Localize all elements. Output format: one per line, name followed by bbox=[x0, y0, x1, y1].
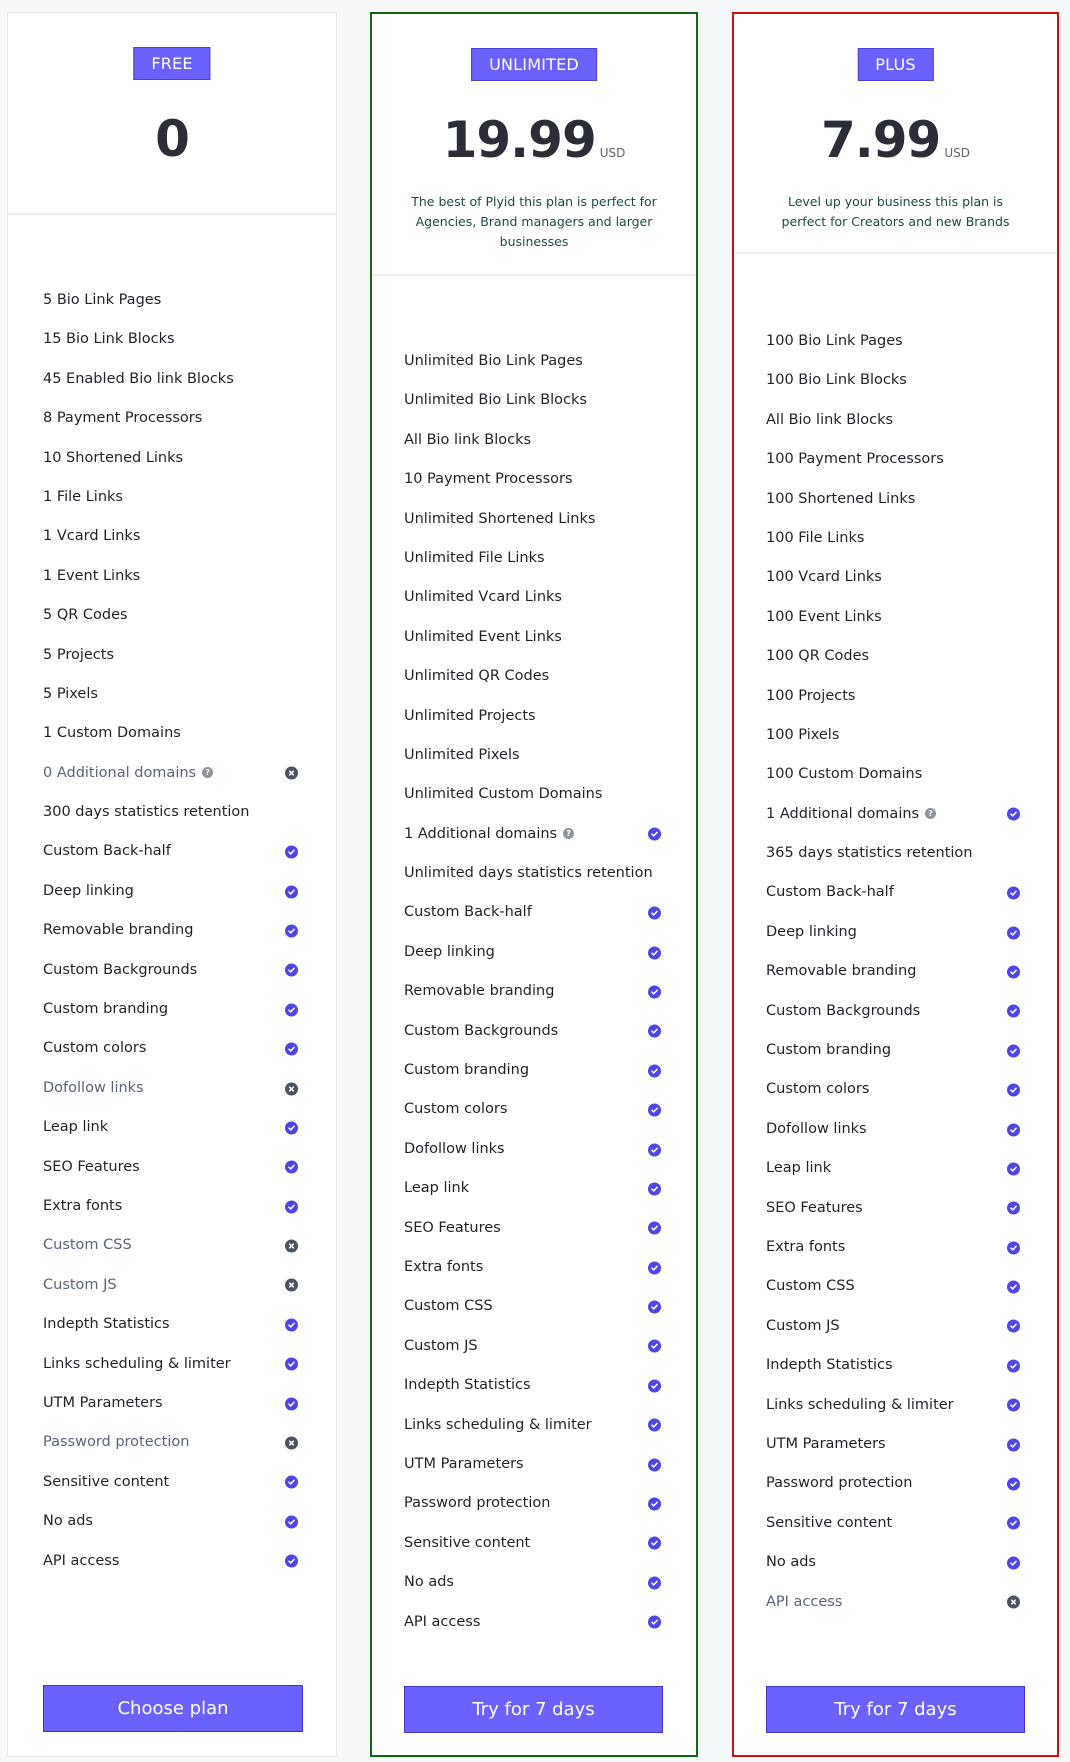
feature-label: Leap link bbox=[766, 1160, 832, 1177]
check-circle-icon bbox=[648, 1104, 661, 1117]
feature-label: Unlimited Bio Link Blocks bbox=[404, 392, 587, 409]
feature-item bbox=[734, 1149, 1057, 1188]
feature-label: UTM Parameters bbox=[43, 1394, 163, 1411]
feature-label: API access bbox=[404, 1613, 481, 1630]
feature-label: Custom JS bbox=[404, 1337, 478, 1354]
feature-label: Indepth Statistics bbox=[404, 1377, 531, 1394]
feature-item bbox=[734, 1346, 1057, 1385]
feature-label: Custom Backgrounds bbox=[766, 1002, 921, 1019]
feature-item bbox=[734, 992, 1057, 1031]
plan-currency: USD bbox=[599, 146, 626, 160]
feature-item bbox=[372, 1445, 696, 1484]
feature-item bbox=[734, 598, 1057, 637]
feature-label: Unlimited Custom Domains bbox=[404, 786, 603, 803]
check-circle-icon bbox=[1007, 1162, 1020, 1175]
check-circle-icon bbox=[285, 1161, 298, 1174]
feature-label: Custom Back-half bbox=[43, 843, 171, 860]
feature-label: Custom branding bbox=[43, 1001, 169, 1018]
feature-item bbox=[734, 677, 1057, 716]
feature-label: Password protection bbox=[404, 1495, 551, 1512]
check-circle-icon bbox=[285, 924, 298, 937]
feature-label: Leap link bbox=[404, 1180, 470, 1197]
check-circle-icon bbox=[1007, 887, 1020, 900]
feature-label: Indepth Statistics bbox=[766, 1357, 893, 1374]
check-circle-icon bbox=[648, 1498, 661, 1511]
feature-item bbox=[372, 342, 696, 381]
price-row bbox=[372, 110, 696, 170]
check-circle-icon bbox=[648, 1616, 661, 1629]
check-circle-icon bbox=[285, 885, 298, 898]
feature-item bbox=[734, 558, 1057, 597]
feature-label: Custom JS bbox=[766, 1317, 840, 1334]
try-for-7-days-button[interactable]: Try for 7 days bbox=[404, 1686, 663, 1733]
feature-item bbox=[372, 1051, 696, 1090]
feature-label: Links scheduling & limiter bbox=[766, 1396, 954, 1413]
feature-item bbox=[372, 1090, 696, 1129]
feature-label: 1 Custom Domains bbox=[43, 725, 181, 742]
feature-label: Dofollow links bbox=[766, 1120, 867, 1137]
feature-label: Unlimited Event Links bbox=[404, 628, 562, 645]
feature-label: 1 File Links bbox=[43, 488, 123, 505]
feature-label: 300 days statistics retention bbox=[43, 804, 250, 821]
feature-item bbox=[734, 1425, 1057, 1464]
feature-item bbox=[8, 1148, 336, 1187]
feature-item bbox=[372, 815, 696, 854]
feature-item bbox=[372, 1603, 696, 1642]
feature-item bbox=[8, 714, 336, 753]
plan-description: The best of Plyid this plan is perfect for Agencies, Brand managers and larger businesses bbox=[411, 194, 657, 249]
feature-label: Unlimited Vcard Links bbox=[404, 589, 562, 606]
feature-item bbox=[372, 1012, 696, 1051]
feature-item bbox=[8, 951, 336, 990]
feature-item bbox=[734, 873, 1057, 912]
feature-label: Unlimited Bio Link Pages bbox=[404, 353, 583, 369]
feature-item bbox=[8, 517, 336, 556]
feature-item bbox=[734, 519, 1057, 558]
feature-item bbox=[8, 990, 336, 1029]
feature-item bbox=[372, 1484, 696, 1523]
feature-label: 365 days statistics retention bbox=[766, 845, 973, 862]
feature-item bbox=[734, 834, 1057, 873]
feature-item bbox=[8, 675, 336, 714]
feature-item bbox=[734, 913, 1057, 952]
check-circle-icon bbox=[285, 846, 298, 859]
feature-item bbox=[8, 1542, 336, 1581]
feature-item bbox=[372, 893, 696, 932]
check-circle-icon bbox=[648, 1340, 661, 1353]
check-circle-icon bbox=[1007, 1123, 1020, 1136]
feature-label: 100 Shortened Links bbox=[766, 490, 916, 507]
feature-item bbox=[734, 361, 1057, 400]
feature-label: 8 Payment Processors bbox=[43, 410, 203, 427]
feature-item bbox=[372, 1406, 696, 1445]
feature-label: API access bbox=[766, 1593, 843, 1610]
feature-item bbox=[8, 439, 336, 478]
check-circle-icon bbox=[648, 985, 661, 998]
try-for-7-days-button[interactable]: Try for 7 days bbox=[766, 1686, 1025, 1733]
feature-item bbox=[8, 478, 336, 517]
feature-item bbox=[8, 636, 336, 675]
feature-label: Deep linking bbox=[766, 923, 857, 940]
feature-label: Password protection bbox=[766, 1475, 913, 1492]
feature-item bbox=[372, 697, 696, 736]
check-circle-icon bbox=[1007, 1241, 1020, 1254]
feature-item bbox=[734, 1267, 1057, 1306]
plan-card-unlimited bbox=[370, 12, 698, 1757]
feature-item bbox=[8, 1345, 336, 1384]
feature-label: UTM Parameters bbox=[766, 1435, 886, 1452]
feature-label: No ads bbox=[404, 1574, 454, 1591]
feature-label: Sensitive content bbox=[404, 1534, 531, 1551]
feature-item bbox=[8, 793, 336, 832]
feature-label: Sensitive content bbox=[43, 1473, 170, 1490]
feature-item bbox=[372, 1248, 696, 1287]
feature-item bbox=[8, 1266, 336, 1305]
feature-item bbox=[372, 1366, 696, 1405]
feature-item bbox=[8, 360, 336, 399]
check-circle-icon bbox=[648, 1576, 661, 1589]
feature-label: Custom CSS bbox=[404, 1298, 493, 1315]
feature-label: All Bio link Blocks bbox=[404, 431, 532, 448]
feature-item bbox=[734, 1228, 1057, 1267]
feature-item bbox=[734, 1189, 1057, 1228]
feature-label: Unlimited File Links bbox=[404, 549, 545, 566]
check-circle-icon bbox=[648, 946, 661, 959]
check-circle-icon bbox=[285, 1476, 298, 1489]
feature-item bbox=[372, 1524, 696, 1563]
feature-label: 100 Pixels bbox=[766, 726, 840, 743]
x-circle-icon bbox=[285, 767, 298, 780]
feature-label: Dofollow links bbox=[404, 1140, 505, 1157]
feature-label: 100 Projects bbox=[766, 687, 856, 704]
feature-item bbox=[8, 911, 336, 950]
feature-label: SEO Features bbox=[404, 1219, 501, 1236]
feature-item bbox=[372, 775, 696, 814]
feature-item bbox=[734, 1070, 1057, 1109]
check-circle-icon bbox=[1007, 808, 1020, 821]
feature-item bbox=[8, 1108, 336, 1147]
feature-label: Custom Backgrounds bbox=[43, 961, 198, 978]
feature-label: 1 Event Links bbox=[43, 567, 141, 584]
feature-item bbox=[734, 1504, 1057, 1543]
feature-item bbox=[372, 972, 696, 1011]
feature-item bbox=[372, 1130, 696, 1169]
feature-label: All Bio link Blocks bbox=[766, 411, 894, 428]
check-circle-icon bbox=[648, 1261, 661, 1274]
feature-label: SEO Features bbox=[766, 1199, 863, 1216]
check-circle-icon bbox=[285, 1397, 298, 1410]
help-icon[interactable]: ? bbox=[202, 767, 213, 778]
check-circle-icon bbox=[285, 1318, 298, 1331]
feature-item bbox=[8, 754, 336, 793]
feature-label: Custom colors bbox=[404, 1101, 508, 1118]
feature-item bbox=[372, 736, 696, 775]
feature-item bbox=[734, 1307, 1057, 1346]
feature-label: 100 Bio Link Pages bbox=[766, 333, 903, 349]
x-circle-icon bbox=[285, 1437, 298, 1450]
feature-item bbox=[8, 1502, 336, 1541]
feature-label: Custom CSS bbox=[766, 1278, 855, 1295]
feature-label: 100 Bio Link Blocks bbox=[766, 372, 907, 389]
feature-label: Password protection bbox=[43, 1434, 190, 1451]
feature-item bbox=[372, 539, 696, 578]
feature-item bbox=[734, 1110, 1057, 1149]
plan-badge: PLUS bbox=[857, 48, 933, 81]
plan-header bbox=[372, 14, 696, 276]
plan-card-free bbox=[7, 12, 337, 1757]
feature-label: API access bbox=[43, 1552, 120, 1569]
feature-label: Unlimited Projects bbox=[404, 707, 536, 724]
feature-label: Deep linking bbox=[404, 943, 495, 960]
feature-label: Deep linking bbox=[43, 882, 134, 899]
x-circle-icon bbox=[285, 1279, 298, 1292]
check-circle-icon bbox=[648, 1222, 661, 1235]
check-circle-icon bbox=[285, 1003, 298, 1016]
feature-item bbox=[8, 1226, 336, 1265]
feature-item bbox=[8, 1069, 336, 1108]
feature-label: 100 Payment Processors bbox=[766, 451, 944, 468]
feature-item bbox=[372, 460, 696, 499]
feature-label: SEO Features bbox=[43, 1158, 140, 1175]
feature-label: Indepth Statistics bbox=[43, 1316, 170, 1333]
feature-item bbox=[8, 557, 336, 596]
feature-label: 5 Pixels bbox=[43, 685, 98, 702]
feature-label: 10 Payment Processors bbox=[404, 471, 573, 488]
feature-item bbox=[8, 1029, 336, 1068]
feature-item bbox=[372, 933, 696, 972]
feature-label: No ads bbox=[43, 1513, 93, 1530]
feature-label: Custom CSS bbox=[43, 1237, 132, 1254]
feature-item bbox=[8, 399, 336, 438]
check-circle-icon bbox=[648, 1379, 661, 1392]
feature-label: Dofollow links bbox=[43, 1079, 144, 1096]
feature-item bbox=[372, 1563, 696, 1602]
check-circle-icon bbox=[285, 1555, 298, 1568]
feature-item bbox=[8, 281, 336, 320]
plan-header bbox=[734, 14, 1057, 254]
feature-label: 5 Projects bbox=[43, 646, 114, 663]
plan-card-plus bbox=[732, 12, 1059, 1757]
feature-item bbox=[734, 1583, 1057, 1622]
check-circle-icon bbox=[1007, 965, 1020, 978]
feature-item bbox=[734, 1543, 1057, 1582]
feature-label: Removable branding bbox=[404, 983, 555, 1000]
feature-label: Unlimited Shortened Links bbox=[404, 510, 596, 527]
feature-item bbox=[372, 854, 696, 893]
help-icon[interactable]: ? bbox=[563, 828, 574, 839]
feature-item bbox=[372, 657, 696, 696]
check-circle-icon bbox=[648, 1182, 661, 1195]
feature-item bbox=[8, 872, 336, 911]
check-circle-icon bbox=[648, 1143, 661, 1156]
check-circle-icon bbox=[648, 828, 661, 841]
check-circle-icon bbox=[1007, 1044, 1020, 1057]
feature-list bbox=[8, 281, 336, 1581]
feature-label: Custom JS bbox=[43, 1276, 117, 1293]
feature-label: No ads bbox=[766, 1554, 816, 1571]
check-circle-icon bbox=[648, 1458, 661, 1471]
feature-item bbox=[372, 1287, 696, 1326]
check-circle-icon bbox=[648, 1537, 661, 1550]
feature-label: 10 Shortened Links bbox=[43, 449, 184, 466]
price-row bbox=[8, 109, 336, 169]
help-icon[interactable]: ? bbox=[925, 808, 936, 819]
feature-item bbox=[8, 1305, 336, 1344]
feature-item bbox=[8, 320, 336, 359]
check-circle-icon bbox=[1007, 1202, 1020, 1215]
check-circle-icon bbox=[1007, 1281, 1020, 1294]
feature-label: 100 Event Links bbox=[766, 608, 882, 625]
feature-item bbox=[8, 1463, 336, 1502]
feature-label: Sensitive content bbox=[766, 1514, 893, 1531]
check-circle-icon bbox=[285, 1200, 298, 1213]
feature-item bbox=[372, 1327, 696, 1366]
check-circle-icon bbox=[1007, 1320, 1020, 1333]
feature-label: 1 Vcard Links bbox=[43, 528, 141, 545]
feature-label: Links scheduling & limiter bbox=[43, 1355, 231, 1372]
choose-plan-button[interactable]: Choose plan bbox=[43, 1685, 303, 1732]
feature-item bbox=[372, 1169, 696, 1208]
feature-label: 5 QR Codes bbox=[43, 607, 128, 624]
feature-item bbox=[8, 832, 336, 871]
feature-label: Custom branding bbox=[404, 1062, 530, 1079]
plan-description: Level up your business this plan is perfect for Creators and new Brands bbox=[781, 194, 1010, 229]
check-circle-icon bbox=[1007, 1478, 1020, 1491]
x-circle-icon bbox=[285, 1240, 298, 1253]
check-circle-icon bbox=[1007, 1084, 1020, 1097]
feature-label: Extra fonts bbox=[766, 1238, 846, 1255]
feature-label: 1 Additional domains bbox=[404, 825, 558, 842]
plan-currency: USD bbox=[944, 146, 970, 160]
feature-item bbox=[372, 500, 696, 539]
check-circle-icon bbox=[1007, 1438, 1020, 1451]
check-circle-icon bbox=[648, 1064, 661, 1077]
feature-label: Unlimited days statistics retention bbox=[404, 865, 653, 882]
feature-item bbox=[734, 795, 1057, 834]
feature-item bbox=[734, 755, 1057, 794]
plan-price: 0 bbox=[155, 110, 189, 168]
feature-item bbox=[734, 440, 1057, 479]
feature-label: 100 File Links bbox=[766, 529, 865, 546]
check-circle-icon bbox=[648, 907, 661, 920]
check-circle-icon bbox=[285, 964, 298, 977]
check-circle-icon bbox=[285, 1358, 298, 1371]
feature-item bbox=[734, 1464, 1057, 1503]
feature-item bbox=[734, 401, 1057, 440]
feature-label: 100 Vcard Links bbox=[766, 569, 882, 586]
check-circle-icon bbox=[285, 1121, 298, 1134]
check-circle-icon bbox=[1007, 1005, 1020, 1018]
feature-item bbox=[734, 1031, 1057, 1070]
feature-label: Leap link bbox=[43, 1119, 109, 1136]
plan-badge: FREE bbox=[133, 47, 210, 80]
check-circle-icon bbox=[648, 1301, 661, 1314]
check-circle-icon bbox=[285, 1043, 298, 1056]
feature-label: Custom Back-half bbox=[766, 884, 894, 901]
feature-item bbox=[734, 716, 1057, 755]
feature-label: Unlimited Pixels bbox=[404, 746, 520, 763]
plan-price: 19.99 bbox=[442, 111, 596, 169]
plan-badge: UNLIMITED bbox=[471, 48, 597, 81]
feature-label: Extra fonts bbox=[404, 1258, 484, 1275]
feature-label: 15 Bio Link Blocks bbox=[43, 331, 175, 348]
feature-label: 5 Bio Link Pages bbox=[43, 292, 162, 308]
feature-label: Removable branding bbox=[766, 963, 917, 980]
feature-item bbox=[372, 618, 696, 657]
feature-label: Links scheduling & limiter bbox=[404, 1416, 592, 1433]
feature-item bbox=[8, 596, 336, 635]
check-circle-icon bbox=[648, 1025, 661, 1038]
feature-label: 0 Additional domains bbox=[43, 764, 197, 781]
feature-item bbox=[8, 1423, 336, 1462]
feature-list bbox=[734, 322, 1057, 1622]
feature-item bbox=[734, 480, 1057, 519]
feature-label: Custom Back-half bbox=[404, 904, 532, 921]
check-circle-icon bbox=[285, 1515, 298, 1528]
feature-item bbox=[372, 421, 696, 460]
check-circle-icon bbox=[1007, 926, 1020, 939]
feature-item bbox=[372, 381, 696, 420]
feature-label: 1 Additional domains bbox=[766, 805, 920, 822]
feature-item bbox=[8, 1187, 336, 1226]
feature-item bbox=[8, 1384, 336, 1423]
feature-list bbox=[372, 342, 696, 1642]
feature-item bbox=[734, 952, 1057, 991]
price-row bbox=[734, 110, 1057, 170]
check-circle-icon bbox=[1007, 1359, 1020, 1372]
feature-label: Custom branding bbox=[766, 1042, 892, 1059]
feature-label: UTM Parameters bbox=[404, 1455, 524, 1472]
feature-label: Removable branding bbox=[43, 922, 194, 939]
check-circle-icon bbox=[648, 1419, 661, 1432]
feature-item bbox=[372, 1209, 696, 1248]
feature-label: Custom Backgrounds bbox=[404, 1022, 559, 1039]
feature-item bbox=[372, 578, 696, 617]
feature-item bbox=[734, 637, 1057, 676]
feature-label: Custom colors bbox=[766, 1081, 870, 1098]
feature-label: 100 QR Codes bbox=[766, 648, 870, 665]
check-circle-icon bbox=[1007, 1399, 1020, 1412]
check-circle-icon bbox=[1007, 1556, 1020, 1569]
x-circle-icon bbox=[285, 1082, 298, 1095]
feature-item bbox=[734, 1386, 1057, 1425]
feature-label: Extra fonts bbox=[43, 1197, 123, 1214]
feature-label: Unlimited QR Codes bbox=[404, 668, 550, 685]
plan-header bbox=[8, 13, 336, 215]
plan-price: 7.99 bbox=[820, 111, 941, 169]
x-circle-icon bbox=[1007, 1596, 1020, 1609]
check-circle-icon bbox=[1007, 1517, 1020, 1530]
feature-label: Custom colors bbox=[43, 1040, 147, 1057]
feature-label: 45 Enabled Bio link Blocks bbox=[43, 370, 234, 387]
feature-item bbox=[734, 322, 1057, 361]
feature-label: 100 Custom Domains bbox=[766, 766, 923, 783]
